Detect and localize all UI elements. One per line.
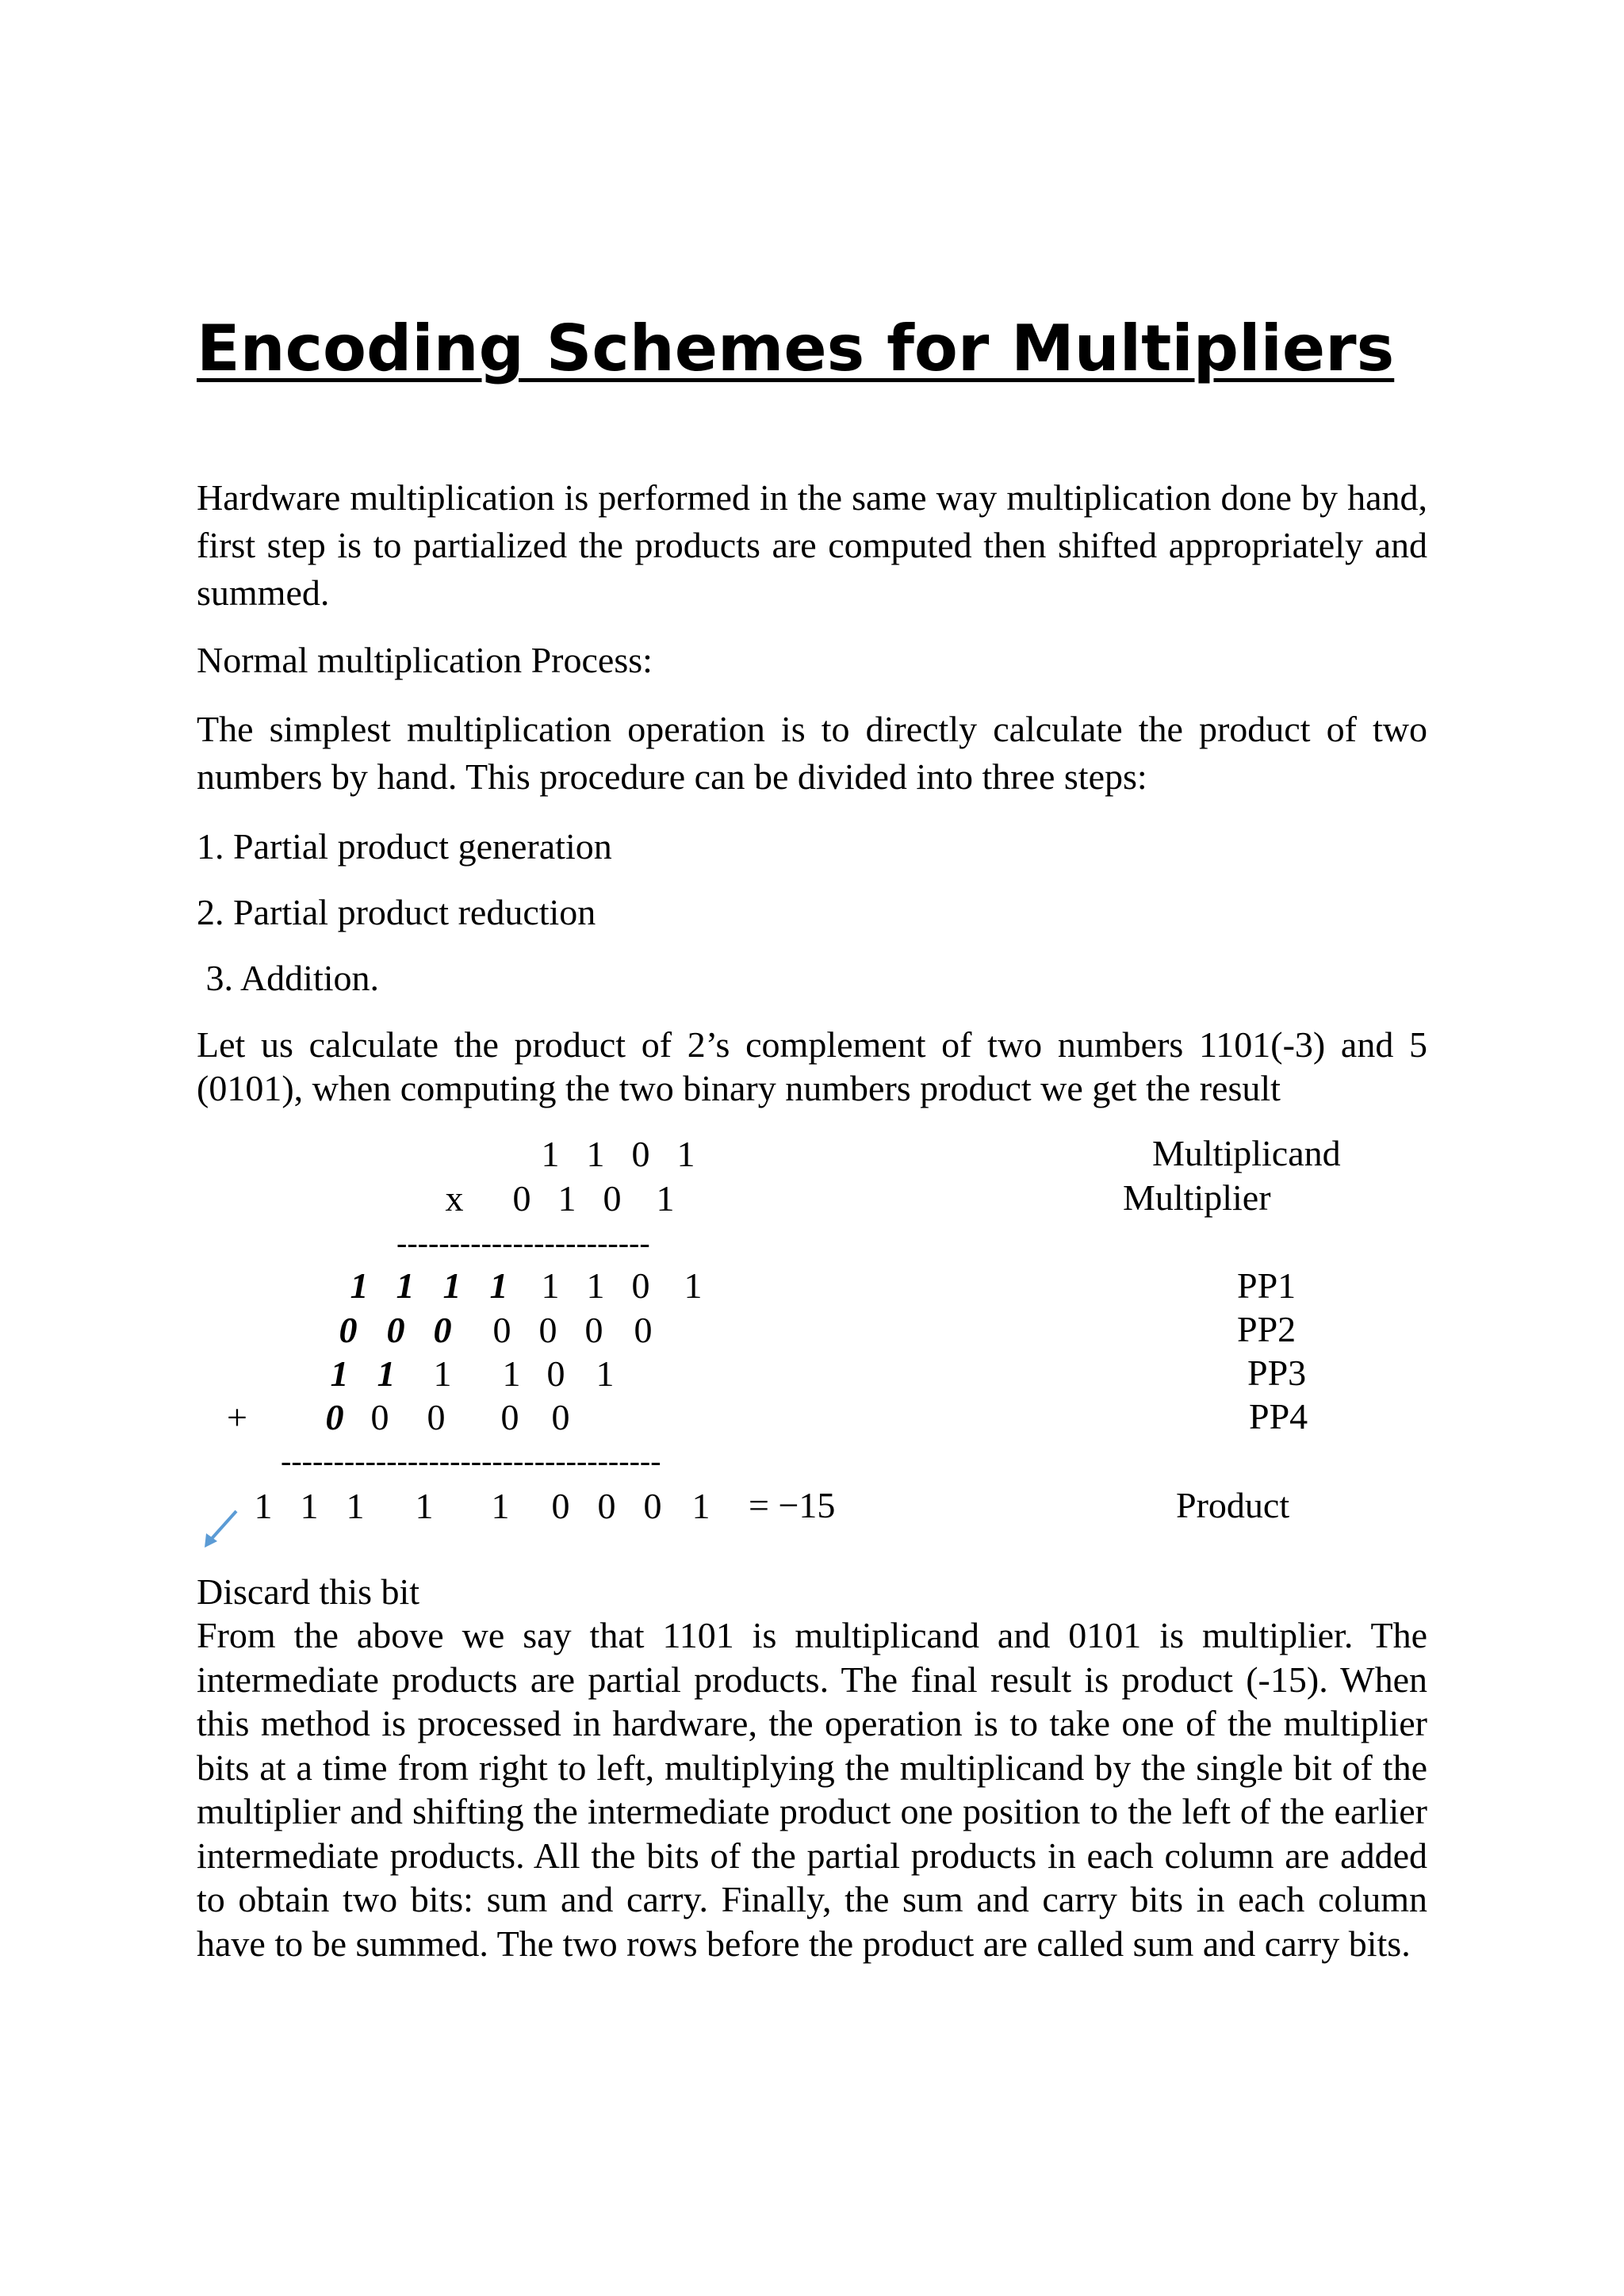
pp2-sign-extension-bit: 0 [339, 1310, 358, 1350]
pp4-sign-extension-bit: 0 [325, 1397, 344, 1437]
pp4-bit: 0 [370, 1397, 389, 1437]
product-bit: 0 [551, 1486, 570, 1526]
pp3-bit: 0 [546, 1353, 565, 1394]
pp3-bit: 1 [502, 1353, 521, 1394]
label-pp3: PP3 [1247, 1353, 1307, 1393]
multiplier-bit: 1 [656, 1178, 675, 1219]
product-bit: 0 [643, 1486, 662, 1526]
pp2-bit: 0 [634, 1310, 653, 1350]
page-title: Encoding Schemes for Multipliers [197, 312, 1395, 385]
conclusion-paragraph: From the above we say that 1101 is multiplicand and 0101 is multiplier. The intermediate products are partial products. The final result is product (-15). When this method is processed in hardware, the operation is to take one of the multiplier bits at a time from right to left, multiplying the multiplicand by the single bit of the multiplier and shifting the intermediate product one position to the left of the earlier intermediate products. All the bits of the partial products in each column are added to obtain two bits: sum and carry. Finally, the sum and carry bits in each column have to be summed. The two rows before the product are called sum and carry bits. [197, 1615, 1427, 1964]
label-pp2: PP2 [1237, 1309, 1297, 1349]
pp1-sign-extension-bit: 1 [350, 1265, 369, 1306]
rule-line: ------------------------------------ [281, 1443, 661, 1479]
product-bit: 1 [300, 1486, 319, 1526]
rule-line: ------------------------ [396, 1225, 650, 1261]
pp2-bit: 0 [538, 1310, 557, 1350]
product-bit: 1 [254, 1486, 273, 1526]
multiplier-bit: 1 [557, 1178, 576, 1219]
pp1-bit: 0 [631, 1265, 650, 1306]
multiplicand-bit: 1 [541, 1134, 560, 1174]
multiplicand-bit: 1 [676, 1134, 695, 1174]
pp2-bit: 0 [492, 1310, 511, 1350]
product-bit: 1 [491, 1486, 510, 1526]
pp2-sign-extension-bit: 0 [433, 1310, 452, 1350]
product-bit: 1 [415, 1486, 434, 1526]
example-paragraph: Let us calculate the product of 2’s complement of two numbers 1101(-3) and 5 (0101), when computing the two binary numbers product we get the result [197, 1024, 1427, 1108]
multiplicand-bit: 1 [586, 1134, 605, 1174]
discard-arrow-icon [200, 1506, 241, 1551]
pp3-sign-extension-bit: 1 [377, 1353, 396, 1394]
pp1-sign-extension-bit: 1 [489, 1265, 508, 1306]
multiplicand-bit: 0 [631, 1134, 650, 1174]
label-multiplicand: Multiplicand [1152, 1133, 1341, 1173]
step-3: 3. Addition. [197, 958, 380, 998]
step-2: 2. Partial product reduction [197, 892, 596, 932]
pp4-bit: 0 [500, 1397, 519, 1437]
simplest-paragraph: The simplest multiplication operation is to directly calculate the product of two numbers by hand. This procedure can be divided into three steps: [197, 709, 1427, 797]
pp4-bit: 0 [551, 1397, 570, 1437]
section-heading: Normal multiplication Process: [197, 640, 653, 680]
product-bit: 1 [691, 1486, 710, 1526]
pp1-bit: 1 [541, 1265, 560, 1306]
pp2-bit: 0 [584, 1310, 603, 1350]
product-bit: 1 [346, 1486, 365, 1526]
discard-note: Discard this bit [197, 1571, 420, 1612]
pp1-sign-extension-bit: 1 [442, 1265, 462, 1306]
pp1-sign-extension-bit: 1 [396, 1265, 415, 1306]
multiply-sign: x [445, 1178, 464, 1219]
pp3-sign-extension-bit: 1 [330, 1353, 349, 1394]
pp1-bit: 1 [586, 1265, 605, 1306]
multiplier-bit: 0 [512, 1178, 531, 1219]
label-product: Product [1176, 1485, 1290, 1525]
pp3-bit: 1 [596, 1353, 615, 1394]
label-pp1: PP1 [1237, 1265, 1297, 1306]
label-multiplier: Multiplier [1123, 1177, 1271, 1218]
label-pp4: PP4 [1249, 1396, 1308, 1437]
pp2-sign-extension-bit: 0 [386, 1310, 405, 1350]
product-result: = −15 [749, 1485, 836, 1525]
pp1-bit: 1 [684, 1265, 703, 1306]
intro-paragraph: Hardware multiplication is performed in the same way multiplication done by hand, first step is to partialized the products are computed then shifted appropriately and summed. [197, 477, 1427, 613]
pp4-bit: 0 [427, 1397, 446, 1437]
step-1: 1. Partial product generation [197, 826, 612, 867]
multiplier-bit: 0 [603, 1178, 622, 1219]
plus-sign: + [227, 1397, 247, 1437]
pp3-bit: 1 [433, 1353, 452, 1394]
product-bit: 0 [597, 1486, 616, 1526]
